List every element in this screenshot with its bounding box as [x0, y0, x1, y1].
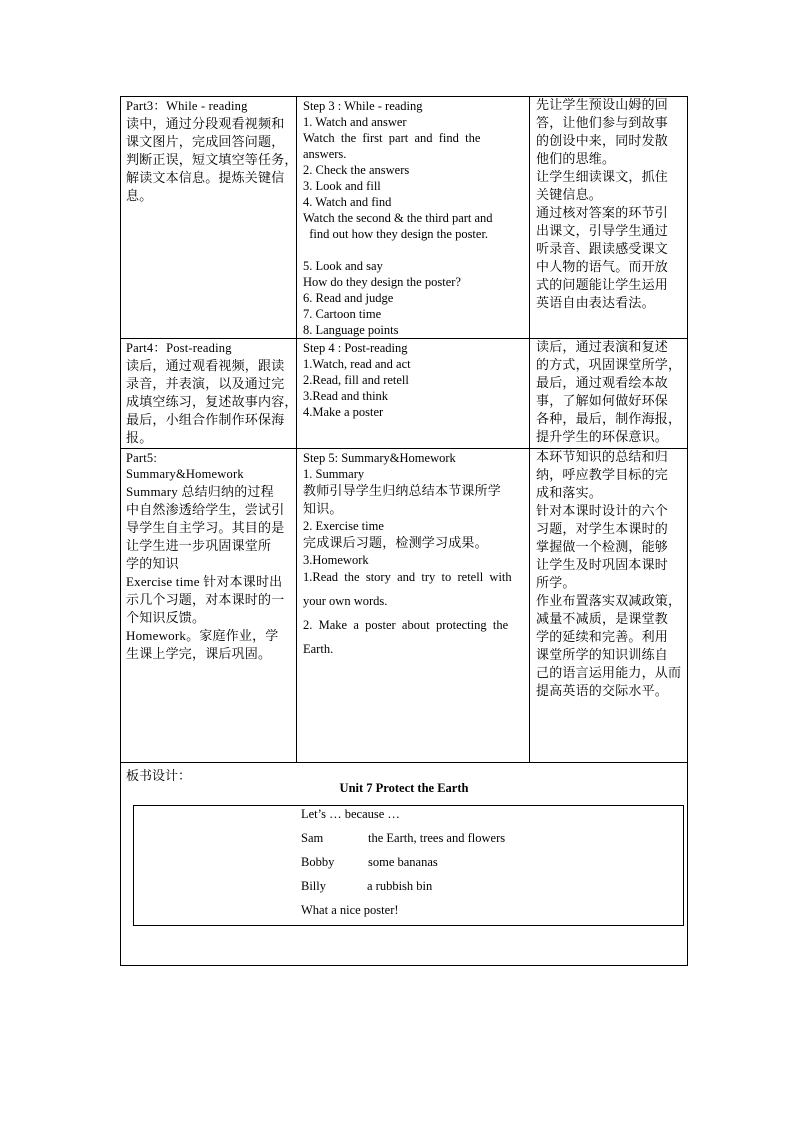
board-entry: [301, 879, 432, 894]
cell-line: 读后，通过表演和复述: [536, 339, 669, 354]
cell-line: 7. Cartoon time: [303, 307, 382, 321]
board-entry-item: a rubbish bin: [367, 879, 433, 893]
board-intro: Let’s … because …: [301, 807, 400, 821]
cell-line: 3.Read and think: [303, 389, 389, 403]
row1-activity-cell: [126, 98, 298, 205]
cell-line: Earth.: [303, 642, 334, 656]
cell-line: 1. Summary: [303, 467, 365, 481]
board-entry: [301, 855, 438, 870]
row2-steps-cell: [303, 340, 525, 420]
cell-line: 答，让他们参与到故事: [536, 115, 669, 130]
cell-line: 中人物的语气。而开放: [536, 259, 669, 274]
cell-line: 出课文，引导学生通过: [536, 223, 669, 238]
board-entry-name: Bobby: [301, 855, 335, 869]
board-entry: [301, 831, 505, 846]
cell-line: 课堂所学的知识训练自: [536, 647, 669, 662]
cell-line: 成和落实。: [536, 485, 603, 500]
cell-line: 学的延续和完善。利用: [536, 629, 669, 644]
cell-line: 生课上学完，课后巩固。: [126, 646, 272, 661]
row2-activity-cell: [126, 340, 298, 447]
cell-line: 读中，通过分段观看视频和: [126, 116, 285, 131]
cell-line: 他们的思维。: [536, 151, 616, 166]
cell-line: 听录音、跟读感受课文: [536, 241, 669, 256]
cell-line: 让学生及时巩固本课时: [536, 557, 669, 572]
cell-line: 本环节知识的总结和归: [536, 449, 669, 464]
cell-line: 提升学生的环保意识。: [536, 429, 669, 444]
cell-line: 提高英语的交际水平。: [536, 683, 669, 698]
cell-line: Homework。家庭作业，学: [126, 628, 279, 643]
cell-line: Exercise time 针对本课时出: [126, 574, 283, 589]
cell-line: 1.Watch, read and act: [303, 357, 411, 371]
board-entry-name: Sam: [301, 831, 324, 845]
board-title: Unit 7 Protect the Earth: [339, 781, 469, 795]
board-entry-item: some bananas: [368, 855, 438, 869]
cell-line: your own words.: [303, 594, 388, 608]
cell-line: 3.Homework: [303, 553, 369, 567]
cell-line: 通过核对答案的环节引: [536, 205, 669, 220]
cell-line: 作业布置落实双减政策，: [536, 593, 682, 608]
cell-line: 掌握做一个检测，能够: [536, 539, 669, 554]
cell-line: 式的问题能让学生运用: [536, 277, 669, 292]
cell-line: answers.: [303, 147, 347, 161]
cell-line: Step 5: Summary&Homework: [303, 451, 456, 465]
cell-line: 录音，并表演，以及通过完: [126, 376, 285, 391]
cell-line: 示几个习题，对本课时的一: [126, 592, 285, 607]
row3-purpose-cell: [536, 448, 686, 700]
cell-line: 个知识反馈。: [126, 610, 206, 625]
cell-line: 读后，通过观看视频，跟读: [126, 358, 285, 373]
cell-line: Part5:: [126, 451, 158, 465]
cell-line: 5. Look and say: [303, 259, 383, 273]
row3-activity-cell: [126, 450, 294, 663]
cell-line: 先让学生预设山姆的回: [536, 97, 669, 112]
cell-line: 报。: [126, 430, 153, 445]
board-entry-item: the Earth, trees and flowers: [368, 831, 506, 845]
cell-line: 纳，呼应教学目标的完: [536, 467, 669, 482]
cell-line: 解读文本信息。提炼关键信: [126, 170, 285, 185]
cell-line: 导学生自主学习。其目的是: [126, 520, 285, 535]
board-design-label: 板书设计：: [126, 768, 192, 783]
cell-line: How do they design the poster?: [303, 275, 461, 289]
cell-line: 关键信息。: [536, 187, 603, 202]
cell-line: 完成课后习题，检测学习成果。: [303, 535, 488, 550]
cell-line: 学的知识: [126, 556, 179, 571]
cell-line: 所学。: [536, 575, 576, 590]
cell-line: 判断正误，短文填空等任务，: [126, 152, 298, 167]
cell-line: [303, 242, 525, 258]
cell-line: 各种，最后，制作海报，: [536, 411, 682, 426]
column-divider: [529, 96, 530, 762]
cell-line: 习题，对学生本课时的: [536, 521, 669, 536]
cell-line: 2. Make a poster about protecting the: [303, 618, 509, 632]
cell-line: 6. Read and judge: [303, 291, 394, 305]
cell-line: 减量不减质，是课堂教: [536, 611, 669, 626]
cell-line: 成填空练习，复述故事内容，: [126, 394, 298, 409]
row1-steps-cell: [303, 98, 525, 338]
row3-steps-cell: [303, 450, 525, 664]
cell-line: 2. Check the answers: [303, 163, 410, 177]
cell-line: 2.Read, fill and retell: [303, 373, 409, 387]
cell-line: 英语自由表达看法。: [536, 295, 655, 310]
cell-line: 让学生细读课文，抓住: [536, 169, 669, 184]
cell-line: 知识。: [303, 501, 343, 516]
cell-line: 最后，通过观看绘本故: [536, 375, 669, 390]
board-closing: What a nice poster!: [301, 903, 399, 917]
cell-line: 4.Make a poster: [303, 405, 384, 419]
cell-line: 事，了解如何做好环保: [536, 393, 669, 408]
board-entry-name: Billy: [301, 879, 327, 893]
cell-line: Part4：Post-reading: [126, 341, 232, 355]
cell-line: 2. Exercise time: [303, 519, 384, 533]
cell-line: Watch the second & the third part and: [303, 211, 493, 225]
cell-line: 1.Read the story and try to retell with: [303, 570, 512, 584]
cell-line: 的方式，巩固课堂所学，: [536, 357, 682, 372]
cell-line: Summary&Homework: [126, 467, 244, 481]
cell-line: 己的语言运用能力，从而: [536, 665, 682, 680]
cell-line: Step 4 : Post-reading: [303, 341, 408, 355]
cell-line: Step 3 : While - reading: [303, 99, 423, 113]
row2-purpose-cell: [536, 338, 686, 446]
cell-line: Part3：While - reading: [126, 99, 248, 113]
row1-purpose-cell: [536, 96, 686, 312]
cell-line: 让学生进一步巩固课堂所: [126, 538, 272, 553]
cell-line: 息。: [126, 188, 153, 203]
cell-line: 课文图片，完成回答问题，: [126, 134, 285, 149]
cell-line: 3. Look and fill: [303, 179, 381, 193]
cell-line: 针对本课时设计的六个: [536, 503, 669, 518]
row-divider: [120, 762, 688, 763]
cell-line: 1. Watch and answer: [303, 115, 407, 129]
cell-line: find out how they design the poster.: [303, 227, 489, 241]
cell-line: 中自然渗透给学生，尝试引: [126, 502, 285, 517]
cell-line: 8. Language points: [303, 323, 399, 337]
cell-line: 最后，小组合作制作环保海: [126, 412, 285, 427]
cell-line: 4. Watch and find: [303, 195, 392, 209]
cell-line: 教师引导学生归纳总结本节课所学: [303, 483, 502, 498]
cell-line: Watch the first part and find the: [303, 131, 481, 145]
cell-line: Summary 总结归纳的过程: [126, 484, 274, 499]
cell-line: 的创设中来，同时发散: [536, 133, 669, 148]
column-divider: [296, 96, 297, 762]
